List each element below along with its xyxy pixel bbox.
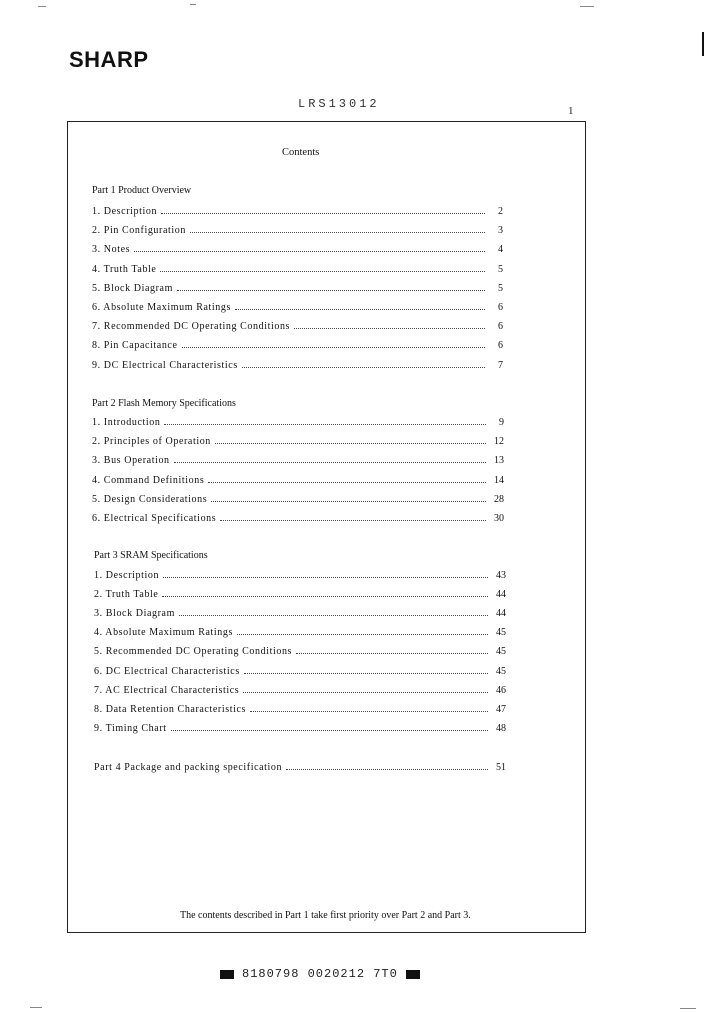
footer-code [220,967,420,981]
leader-dots [244,672,488,674]
toc-item-page: 13 [494,455,504,467]
leader-dots [162,595,488,597]
toc-item-label: 8. Data Retention Characteristics [94,703,246,715]
margin-mark [702,32,704,56]
toc-entry[interactable] [92,475,504,489]
toc-entry[interactable] [94,570,506,584]
leader-dots [182,346,486,348]
toc-item-page: 28 [494,493,504,505]
leader-dots [190,231,485,233]
footer-code-text: 8180798 0020212 7T0 [242,967,398,981]
toc-entry[interactable] [94,666,506,680]
leader-dots [286,768,488,770]
toc-item-page: 44 [496,589,506,601]
toc-item-page: 4 [498,244,503,256]
leader-dots [294,327,485,329]
toc-entry[interactable] [92,455,504,469]
toc-item-page: 51 [496,762,506,773]
toc-item-label: Part 4 Package and packing specification [94,762,283,773]
leader-dots [208,481,486,483]
model-number: LRS13012 [298,97,380,111]
toc-item-page: 5 [498,263,503,275]
scan-speck [190,4,196,5]
toc-item-page: 6 [498,340,503,352]
black-block-icon [406,970,420,979]
toc-entry[interactable] [92,340,503,354]
part4-entry[interactable] [94,762,506,776]
toc-item-label: 1. Introduction [92,417,161,428]
toc-entry[interactable] [92,244,503,258]
toc-item-page: 45 [496,627,506,639]
toc-item-page: 45 [496,665,506,677]
black-block-icon [220,970,234,979]
toc-item-label: 4. Command Definitions [92,474,205,486]
toc-item-label: 3. Notes [92,244,131,256]
leader-dots [215,442,486,444]
toc-entry[interactable] [92,360,503,374]
leader-dots [177,289,485,291]
toc-item-label: 9. DC Electrical Characteristics [92,359,238,371]
leader-dots [220,519,486,521]
toc-item-label: 3. Block Diagram [94,608,175,620]
toc-entry[interactable] [92,321,503,335]
contents-frame [67,121,586,933]
contents-title: Contents [282,147,320,158]
toc-entry[interactable] [94,608,506,622]
toc-entry[interactable] [94,723,506,737]
toc-entry[interactable] [92,513,504,527]
toc-entry[interactable] [92,417,504,431]
scan-speck [680,1008,696,1009]
toc-item-label: 9. Timing Chart [94,722,167,734]
toc-item-page: 43 [496,570,506,581]
toc-item-label: 1. Description [92,206,158,217]
leader-dots [296,652,488,654]
part3-heading: Part 3 SRAM Specifications [94,550,208,561]
part2-heading: Part 2 Flash Memory Specifications [92,398,236,409]
toc-item-label: 6. Electrical Specifications [92,513,217,524]
leader-dots [160,270,485,272]
leader-dots [211,500,486,502]
toc-entry[interactable] [92,283,503,297]
toc-item-page: 30 [494,513,504,524]
leader-dots [243,691,488,693]
leader-dots [163,576,488,578]
toc-entry[interactable] [92,225,503,239]
scan-speck [38,6,46,7]
leader-dots [237,633,488,635]
toc-item-label: 4. Absolute Maximum Ratings [94,627,233,639]
brand-logo: SHARP [69,47,149,72]
toc-item-page: 45 [496,646,506,658]
part1-heading: Part 1 Product Overview [92,185,192,196]
toc-item-label: 5. Recommended DC Operating Conditions [94,646,293,658]
toc-item-page: 44 [496,608,506,620]
toc-item-label: 4. Truth Table [92,263,157,275]
toc-item-label: 5. Block Diagram [92,282,173,294]
toc-entry[interactable] [92,264,503,278]
toc-entry[interactable] [94,704,506,718]
footnote: The contents described in Part 1 take first priority over Part 2 and Part 3. [180,910,471,921]
toc-item-page: 47 [496,703,506,715]
toc-item-label: 8. Pin Capacitance [92,340,178,352]
toc-item-label: 6. DC Electrical Characteristics [94,665,240,677]
leader-dots [242,366,485,368]
toc-item-label: 6. Absolute Maximum Ratings [92,302,231,313]
toc-entry[interactable] [94,646,506,660]
page-number: 1 [568,105,574,117]
scan-speck [580,6,594,7]
toc-entry[interactable] [94,685,506,699]
leader-dots [250,710,488,712]
toc-item-label: 2. Pin Configuration [92,225,186,237]
leader-dots [174,461,486,463]
toc-item-page: 5 [498,282,503,294]
toc-item-label: 2. Truth Table [94,589,159,601]
toc-item-page: 48 [496,722,506,734]
toc-entry[interactable] [94,627,506,641]
leader-dots [134,250,485,252]
toc-item-label: 5. Design Considerations [92,493,208,505]
toc-entry[interactable] [94,589,506,603]
toc-item-page: 6 [498,302,503,313]
toc-entry[interactable] [92,436,504,450]
leader-dots [171,729,488,731]
toc-item-label: 7. AC Electrical Characteristics [94,684,240,696]
toc-item-page: 12 [494,436,504,448]
toc-item-label: 3. Bus Operation [92,455,170,467]
leader-dots [235,308,485,310]
toc-item-page: 9 [499,417,504,428]
scan-speck [30,1007,42,1008]
toc-item-page: 14 [494,474,504,486]
toc-item-page: 6 [498,321,503,333]
toc-item-page: 46 [496,684,506,696]
leader-dots [179,614,488,616]
toc-item-page: 7 [498,359,503,371]
toc-item-label: 7. Recommended DC Operating Conditions [92,321,291,333]
toc-item-page: 2 [498,206,503,217]
leader-dots [164,423,486,425]
toc-item-label: 1. Description [94,570,160,581]
toc-entry[interactable] [92,494,504,508]
toc-item-label: 2. Principles of Operation [92,436,211,448]
leader-dots [161,212,485,214]
toc-entry[interactable] [92,302,503,316]
toc-item-page: 3 [498,225,503,237]
toc-entry[interactable] [92,206,503,220]
